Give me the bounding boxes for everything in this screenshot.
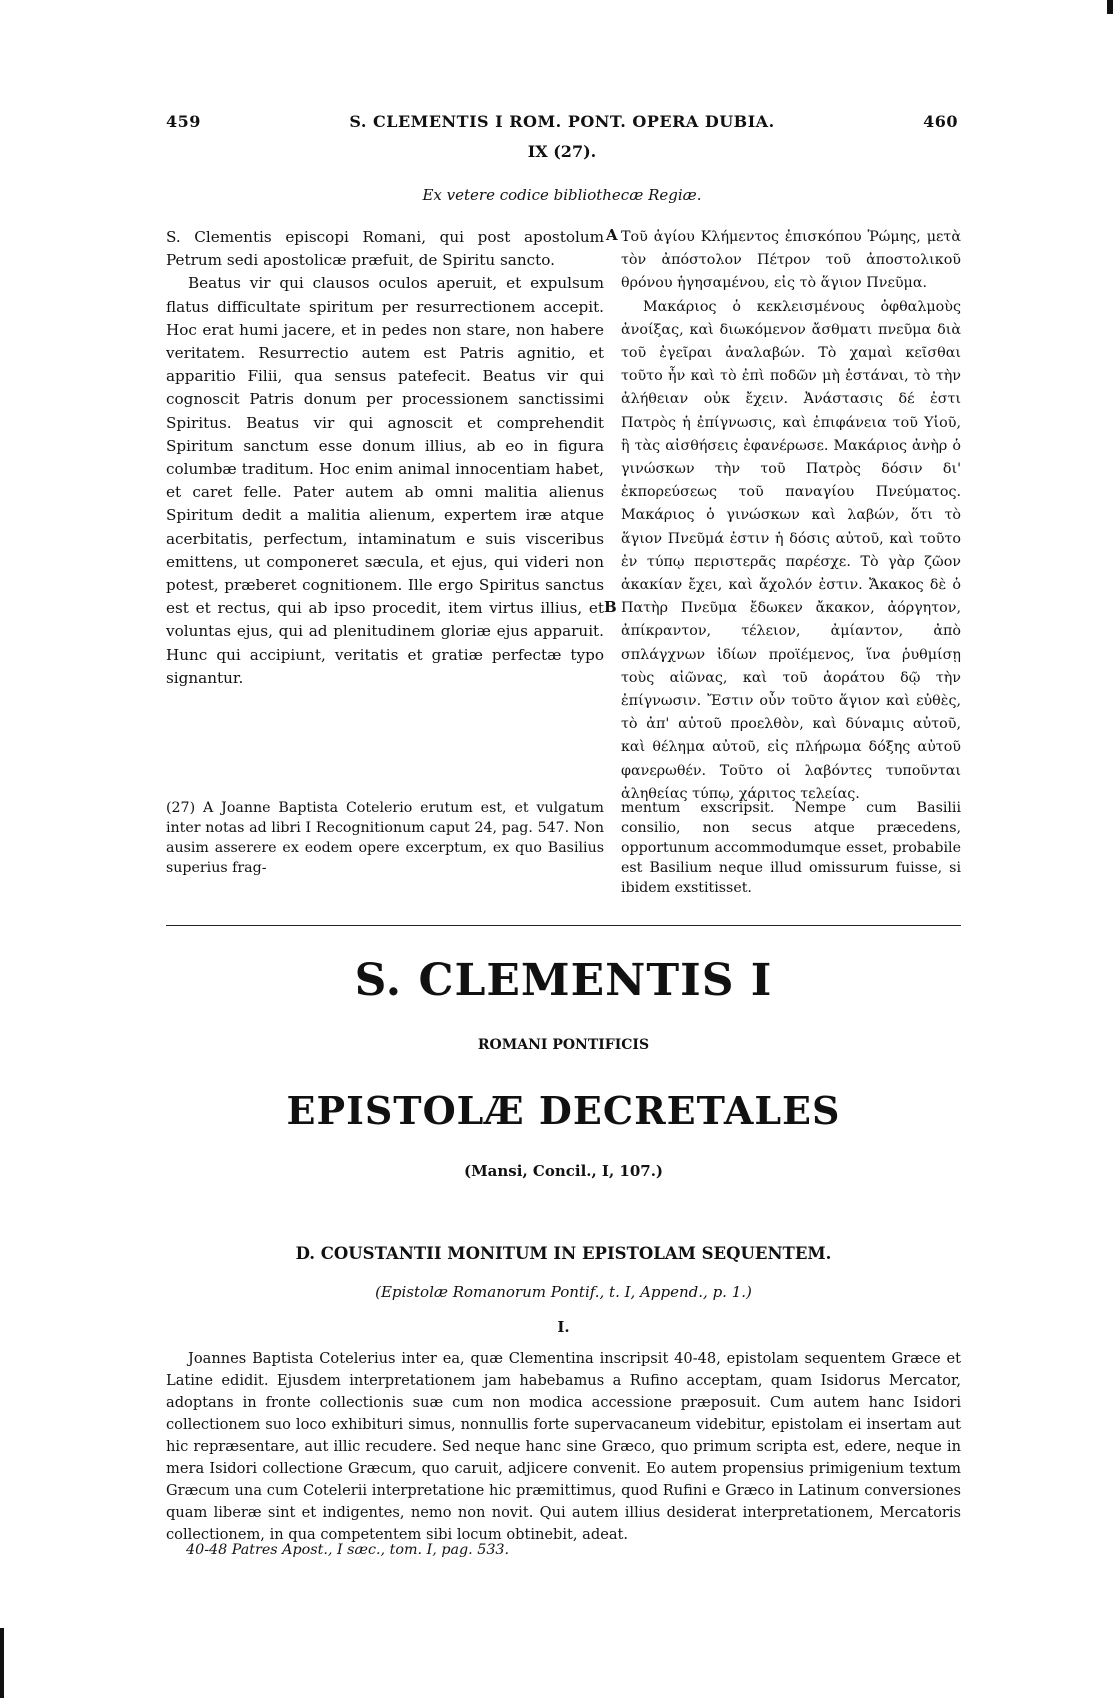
monitum-heading: D. COUSTANTII MONITUM IN EPISTOLAM SEQUENTEM. (295, 1244, 832, 1263)
monitum-numeral: I. (557, 1318, 570, 1336)
footnote-bottom: 40-48 Patres Apost., I sæc., tom. I, pag. 533. (186, 1542, 510, 1558)
subtitle-mansi-reference: (Mansi, Concil., I, 107.) (463, 1162, 664, 1180)
monitum-source: (Epistolæ Romanorum Pontif., t. I, Append., p. 1.) (375, 1283, 752, 1301)
monitum-paragraph: Joannes Baptista Cotelerius inter ea, quæ Clementina inscripsit 40-48, epistolam sequentem Græce et Latine edidit. Ejusdem interpretationem jam habebamus a Rufino acceptam, quam Isidorus Mercator, adoptans in fronte collectionis suæ cum non modica accessione præposuit. Cum autem hanc Isidori collectionem suo loco exhibituri simus, nonnullis forte supervacaneum videbitur, epistolam ei insertam aut hic repræsentare, aut illic recudere. Sed neque hanc sine Græco, quo primum scripta est, edere, neque in mera Isidori collectione Græcum, quo caruit, adjicere convenit. Eo autem propensius primigenium textum Græcum una cum Cotelerii interpretatione hic præmittimus, quod Rufini e Græco in Latinum conversiones quam liberæ sint et indigentes, nemo non novit. Qui autem illius desiderat interpretationem, Mercatoris collectionem, in qua competentem sibi locum obtinebit, adeat. (166, 1350, 961, 1543)
scan-edge-mark (1107, 0, 1113, 14)
latin-body-paragraph: Beatus vir qui clausos oculos aperuit, et expulsum flatus difficultate spiritum per resurrectionem accepit. Hoc erat humi jacere, et in pedes non stare, non habere veritatem. Resurrectio autem est Patris agnitio, et apparitio Filii, qua sensus patefecit. Beatus vir qui cognoscit Patris donum per processionem sanctissimi Spiritus. Beatus vir qui agnoscit et comprehendit Spiritum sanctum esse donum illius, ab eo in figura columbæ traditum. Hoc enim animal innocentiam habet, et caret felle. Pater autem ab omni malitia alienus Spiritum dedit a malitia alienum, expertem iræ atque acerbitatis, perfectum, intaminatum e suis visceribus emittens, ut componeret sæcula, et ejus, qui videri non potest, præberet cognitionem. Ille ergo Spiritus sanctus est et rectus, qui ab ipso procedit, item virtus illius, et voluntas ejus, qui ad plenitudinem gloriæ ejus apparuit. Hunc qui accipiunt, veritatis et gratiæ perfectæ typo signantur. (166, 274, 604, 687)
running-title: S. CLEMENTIS I ROM. PONT. OPERA DUBIA. (349, 112, 775, 131)
greek-heading-paragraph: Τοῦ ἁγίου Κλήμεντος ἐπισκόπου Ῥώμης, μετὰ τὸν ἀπόστολον Πέτρον τοῦ ἀποστολικοῦ θρόνου ἡγησαμένου, εἰς τὸ ἅγιον Πνεῦμα. (621, 229, 961, 292)
greek-column (621, 226, 961, 806)
running-head (166, 112, 958, 136)
page-number-left: 459 (166, 112, 201, 131)
margin-marker-a: A (606, 226, 618, 244)
section-number: IX (27). (527, 142, 597, 161)
subtitle-romani-pontificis: ROMANI PONTIFICIS (477, 1037, 650, 1053)
main-title-epistolae: EPISTOLÆ DECRETALES (286, 1088, 841, 1133)
latin-column (166, 226, 604, 690)
scan-edge-mark (0, 1628, 4, 1698)
footnote-left: (27) A Joanne Baptista Cotelerio erutum est, et vulgatum inter notas ad libri I Recognitionum caput 24, pag. 547. Non ausim asserere ex eodem opere excerptum, ex quo Basilius superius frag- (166, 800, 604, 876)
section-divider (166, 925, 961, 926)
main-title: S. CLEMENTIS I (354, 955, 773, 1006)
source-note: Ex vetere codice bibliothecæ Regiæ. (422, 186, 702, 204)
latin-heading-paragraph: S. Clementis episcopi Romani, qui post apostolum Petrum sedi apostolicæ præfuit, de Spiritu sancto. (166, 228, 604, 270)
page-number-right: 460 (923, 112, 958, 131)
greek-body-paragraph: Μακάριος ὁ κεκλεισμένους ὀφθαλμοὺς ἀνοίξας, καὶ διωκόμενον ἄσθματι πνεῦμα διὰ τοῦ ἐγεῖραι ἀναλαβών. Τὸ χαμαὶ κεῖσθαι τοῦτο ἦν καὶ τὸ ἐπὶ ποδῶν μὴ ἑστάναι, τὸ τὴν ἀλήθειαν οὐκ ἔχειν. Ἀνάστασις δέ ἐστι Πατρὸς ἡ ἐπίγνωσις, καὶ ἐπιφάνεια τοῦ Υἱοῦ, ἣ τὰς αἰσθήσεις ἐφανέρωσε. Μακάριος ἀνὴρ ὁ γινώσκων τὴν τοῦ Πατρὸς δόσιν δι' ἐκπορεύσεως τοῦ παναγίου Πνεύματος. Μακάριος ὁ γινώσκων καὶ λαβών, ὅτι τὸ ἅγιον Πνεῦμά ἐστιν ἡ δόσις αὐτοῦ, καὶ τοῦτο ἐν τύπῳ περιστερᾶς παρέσχε. Τὸ γὰρ ζῶον ἀκακίαν ἔχει, καὶ ἄχολόν ἐστιν. Ἄκακος δὲ ὁ Πατὴρ Πνεῦμα ἔδωκεν ἄκακον, ἀόργητον, ἀπίκραντον, τέλειον, ἀμίαντον, ἀπὸ σπλάγχνων ἰδίων προϊέμενος, ἵνα ῥυθμίσῃ τοὺς αἰῶνας, καὶ τοῦ ἀοράτου δῷ τὴν ἐπίγνωσιν. Ἔστιν οὖν τοῦτο ἅγιον καὶ εὐθὲς, τὸ ἀπ' αὐτοῦ προελθὸν, καὶ δύναμις αὐτοῦ, καὶ θέλημα αὐτοῦ, εἰς πλήρωμα δόξης αὐτοῦ φανερωθέν. Τοῦτο οἱ λαβόντες τυποῦνται ἀληθείας τύπῳ, χάριτος τελείας. (621, 298, 961, 802)
footnote-right: mentum exscripsit. Nempe cum Basilii consilio, non secus atque præcedens, opportunum accommodumque esset, probabile est Basilium neque illud omissurum fuisse, si ibidem exstitisset. (621, 800, 961, 896)
margin-marker-b: B (604, 598, 617, 616)
monitum-body (166, 1348, 961, 1546)
